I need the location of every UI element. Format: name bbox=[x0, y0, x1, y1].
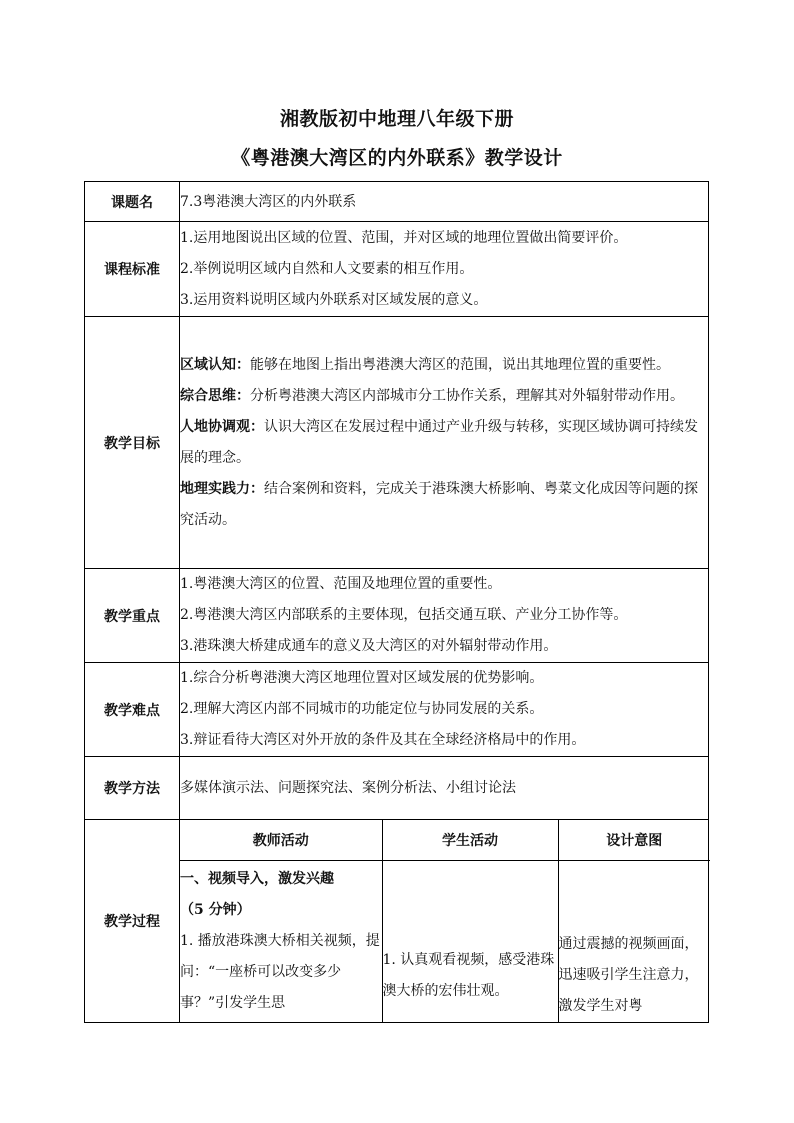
goal-item bbox=[180, 474, 708, 536]
header-student: 学生活动 bbox=[382, 820, 558, 861]
difficult-item: 2.理解大湾区内部不同城市的功能定位与协同发展的关系。 bbox=[180, 701, 544, 717]
goal-text: 认识大湾区在发展过程中通过产业升级与转移，实现区域协调可持续发展的理念。 bbox=[180, 418, 698, 466]
goal-item bbox=[180, 381, 708, 412]
goal-item bbox=[180, 412, 708, 474]
label-key: 教学重点 bbox=[85, 569, 180, 663]
label-topic: 课题名 bbox=[85, 182, 180, 222]
row-standard bbox=[85, 222, 709, 317]
difficult-content bbox=[180, 663, 709, 757]
key-item: 1.粤港澳大湾区的位置、范围及地理位置的重要性。 bbox=[180, 576, 502, 592]
key-item: 3.港珠澳大桥建成通车的意义及大湾区的对外辐射带动作用。 bbox=[180, 638, 558, 654]
lesson-plan-table bbox=[84, 181, 709, 1023]
process-cell bbox=[180, 820, 709, 1023]
method-value: 多媒体演示法、问题探究法、案例分析法、小组讨论法 bbox=[180, 757, 709, 820]
goal-head: 人地协调观： bbox=[180, 418, 264, 435]
process-row bbox=[180, 861, 710, 1023]
difficult-item: 3.辩证看待大湾区对外开放的条件及其在全球经济格局中的作用。 bbox=[180, 732, 586, 748]
goal-head: 地理实践力： bbox=[180, 480, 264, 497]
label-method: 教学方法 bbox=[85, 757, 180, 820]
row-method bbox=[85, 757, 709, 820]
label-standard: 课程标准 bbox=[85, 222, 180, 317]
standard-item: 3.运用资料说明区域内外联系对区域发展的意义。 bbox=[180, 291, 488, 308]
row-topic bbox=[85, 182, 709, 222]
label-goals: 教学目标 bbox=[85, 317, 180, 569]
teacher-activity bbox=[180, 861, 382, 1023]
standard-content bbox=[180, 222, 709, 317]
process-table bbox=[180, 820, 710, 1022]
difficult-item: 1.综合分析粤港澳大湾区地理位置对区域发展的优势影响。 bbox=[180, 670, 544, 686]
row-process bbox=[85, 820, 709, 1023]
label-process: 教学过程 bbox=[85, 820, 180, 1023]
student-activity: 1. 认真观看视频，感受港珠澳大桥的宏伟壮观。 bbox=[382, 861, 558, 1023]
row-difficult bbox=[85, 663, 709, 757]
row-key bbox=[85, 569, 709, 663]
standard-item: 1.运用地图说出区域的位置、范围，并对区域的地理位置做出简要评价。 bbox=[180, 229, 628, 246]
header-intent: 设计意图 bbox=[558, 820, 710, 861]
standard-item: 2.举例说明区域内自然和人文要素的相互作用。 bbox=[180, 260, 474, 277]
goal-text: 能够在地图上指出粤港澳大湾区的范围，说出其地理位置的重要性。 bbox=[250, 356, 670, 373]
row-goals bbox=[85, 317, 709, 569]
goal-head: 区域认知： bbox=[180, 356, 250, 373]
label-difficult: 教学难点 bbox=[85, 663, 180, 757]
process-header-row bbox=[180, 820, 710, 861]
document-title: 湘教版初中地理八年级下册 bbox=[279, 108, 514, 130]
design-intent: 通过震撼的视频画面，迅速吸引学生注意力，激发学生对粤 bbox=[558, 861, 710, 1023]
teacher-text: 1. 播放港珠澳大桥相关视频，提问：“一座桥可以改变多少事？”引发学生思 bbox=[180, 933, 380, 1011]
section-title: 一、视频导入，激发兴趣 bbox=[180, 871, 334, 887]
section-time: （5 分钟） bbox=[180, 902, 251, 918]
key-content bbox=[180, 569, 709, 663]
goal-head: 综合思维： bbox=[180, 387, 250, 404]
goal-item bbox=[180, 350, 708, 381]
goal-text: 分析粤港澳大湾区内部城市分工协作关系，理解其对外辐射带动作用。 bbox=[250, 387, 684, 404]
goals-content bbox=[180, 317, 709, 569]
key-item: 2.粤港澳大湾区内部联系的主要体现，包括交通互联、产业分工协作等。 bbox=[180, 607, 628, 623]
topic-value: 7.3粤港澳大湾区的内外联系 bbox=[180, 182, 709, 222]
header-teacher: 教师活动 bbox=[180, 820, 382, 861]
goal-text: 结合案例和资料，完成关于港珠澳大桥影响、粤菜文化成因等问题的探究活动。 bbox=[180, 480, 698, 528]
document-subtitle: 《粤港澳大湾区的内外联系》教学设计 bbox=[231, 147, 563, 169]
